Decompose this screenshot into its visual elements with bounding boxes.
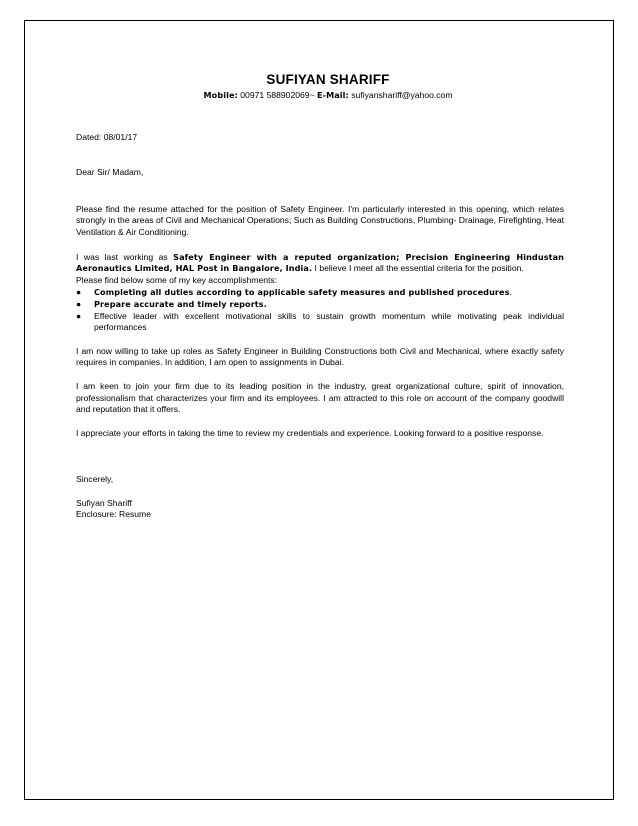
mobile-label: Mobile: [203, 90, 238, 100]
accomplishments-list [76, 287, 564, 333]
experience-lead: I was last working as [76, 251, 174, 262]
accomplishment-text: Completing all duties according to applicable safety measures and published procedures [94, 287, 510, 298]
accomplishments-intro: Please find below some of my key accomplishments: [76, 274, 278, 285]
bullet-icon: ● [76, 298, 82, 309]
bullet-icon: ● [76, 310, 82, 321]
paragraph-motivation: I am keen to join your firm due to its leading position in the industry, great organizational culture, spirit of innovation, professionalism that characterizes your firm and its employees. I am attracted to this role on account of the company goodwill and reputation that it offers. [76, 380, 564, 415]
paragraph-experience [76, 252, 564, 275]
closing: Sincerely, [76, 474, 114, 485]
list-item [76, 287, 564, 299]
experience-tail: I believe I meet all the essential criteria for the position. [312, 263, 524, 274]
email-label: E-Mail: [316, 90, 349, 100]
paragraph-roles: I am now willing to take up roles as Safety Engineer in Building Constructions both Civil and Mechanical, where exactly safety requires in companies. In addition, I am open to assignments in Dubai. [76, 345, 564, 368]
mobile-number: 00971 588902069~ [237, 90, 317, 100]
accomplishment-text: Effective leader with excellent motivational skills to sustain growth momentum while motivating peak individual performances [94, 310, 564, 333]
list-item [76, 299, 564, 311]
accomplishment-tail: . [509, 287, 512, 298]
paragraph-closing: I appreciate your efforts in taking the time to review my credentials and experience. Looking forward to a positive response. [76, 427, 544, 438]
accomplishment-text: Prepare accurate and timely reports. [94, 298, 267, 309]
list-item [76, 311, 564, 334]
bullet-icon: ● [76, 287, 82, 298]
signature-name: Sufiyan Shariff [76, 497, 132, 508]
contact-line [92, 90, 564, 102]
letter-date: Dated: 08/01/17 [76, 131, 138, 142]
experience-employer: Safety Engineer with a reputed organization; Precision Engineering Hindustan Aeronautics Limited, HAL Post in Bangalore, India. [76, 251, 564, 274]
paragraph-intro: Please find the resume attached for the position of Safety Engineer. I'm particularly interested in this opening, which relates strongly in the areas of Civil and Mechanical Operations; Such as Building Constructions, Plumbing- Drainage, Firefighting, Heat Ventilation & Air Conditioning. [76, 203, 564, 237]
cover-letter [76, 72, 564, 521]
enclosure: Enclosure: Resume [76, 509, 151, 520]
salutation: Dear Sir/ Madam, [76, 167, 144, 178]
applicant-name: SUFIYAN SHARIFF [266, 72, 390, 87]
email-address: sufiyanshariff@yahoo.com [348, 90, 453, 100]
